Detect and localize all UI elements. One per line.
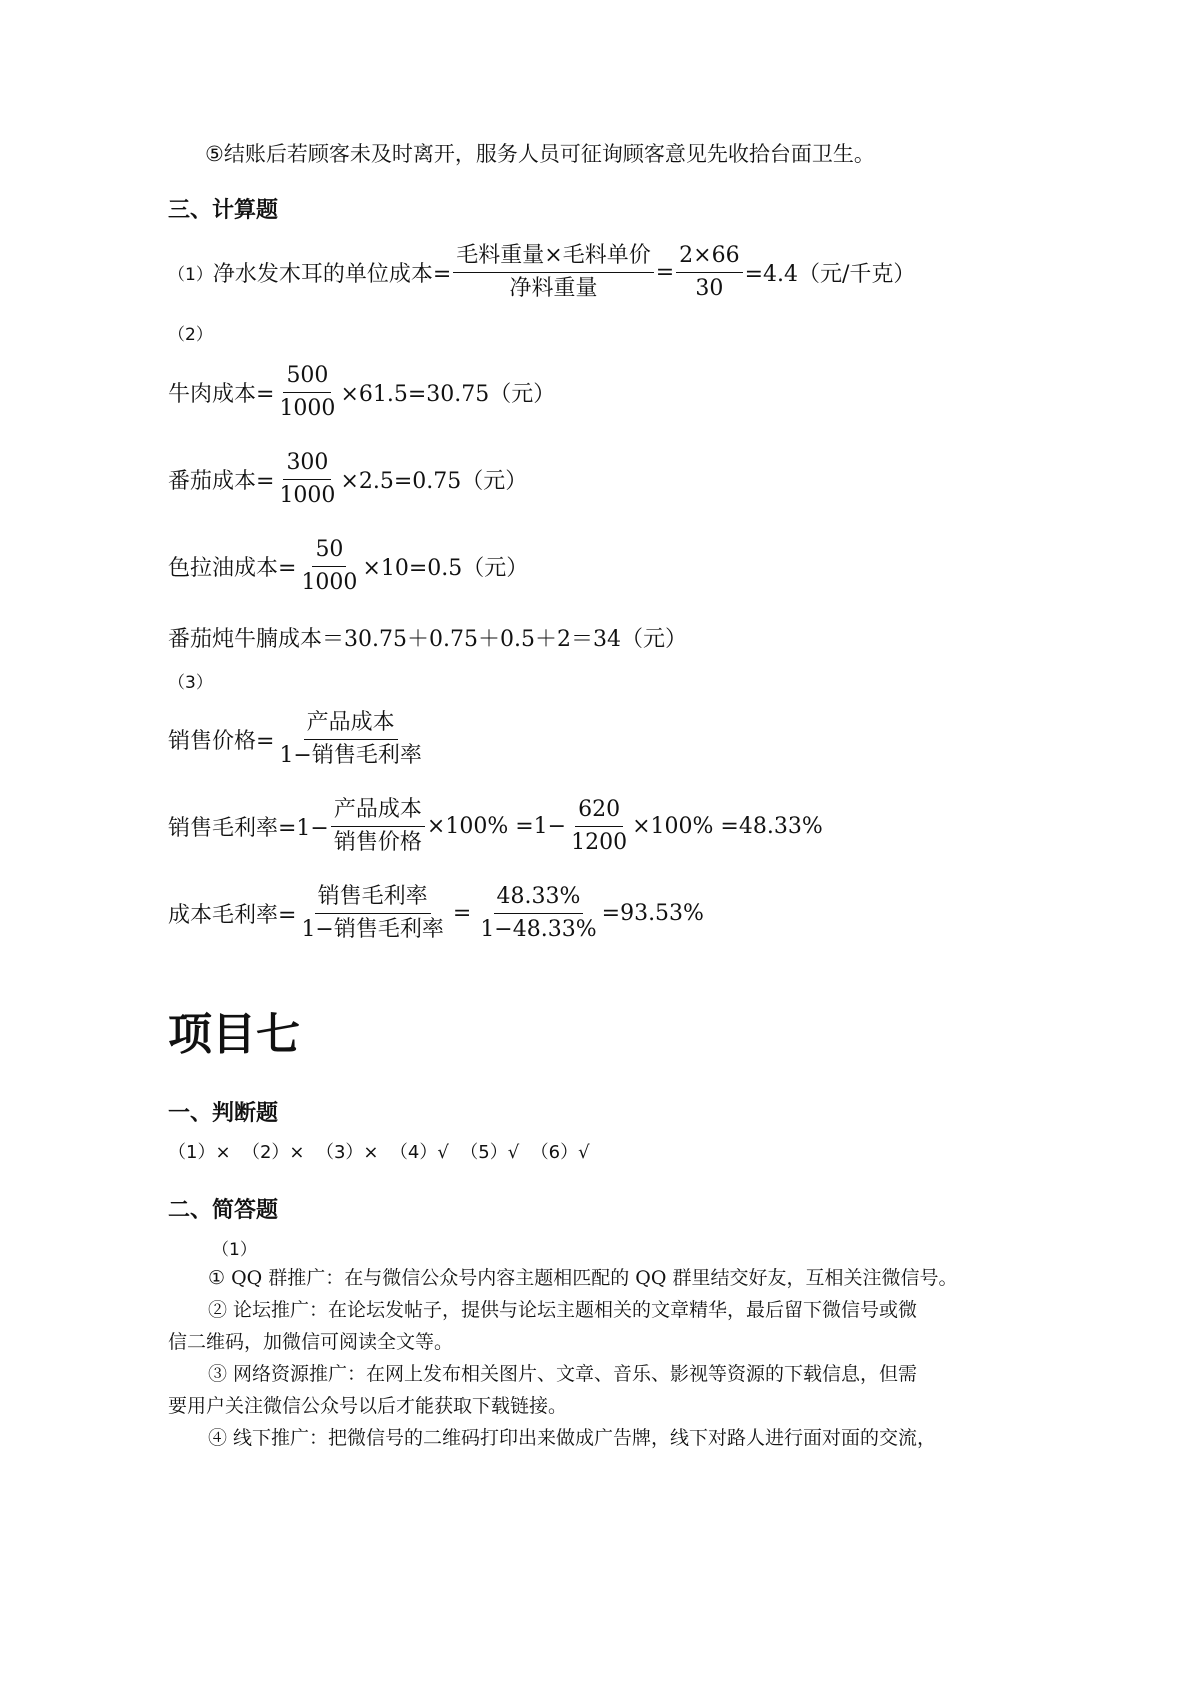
fraction — [568, 796, 630, 856]
equation-result: ×100% =48.33% — [632, 813, 823, 839]
numerator: 50 — [312, 536, 346, 567]
denominator: 1−销售毛利率 — [279, 742, 422, 768]
fraction — [276, 449, 338, 509]
equation-cost-margin — [168, 883, 704, 943]
equation-lhs: 销售价格= — [168, 728, 275, 754]
equation-beef-cost — [168, 362, 555, 422]
numerator: 产品成本 — [304, 709, 398, 740]
denominator: 1000 — [279, 482, 336, 508]
answer-item-5: ⑤结账后若顾客未及时离开，服务人员可征询顾客意见先收拾台面卫生。 — [205, 142, 875, 166]
numerator: 48.33% — [494, 883, 584, 914]
equation-lhs: 牛肉成本= — [168, 381, 275, 407]
section-heading-short-answer: 二、简答题 — [168, 1198, 279, 1223]
denominator: 30 — [695, 275, 724, 301]
equation-tomato-cost — [168, 449, 527, 509]
fraction — [477, 883, 599, 943]
numerator: 2×66 — [676, 242, 742, 273]
equation-result: ×10=0.5（元） — [362, 555, 529, 581]
numerator: 产品成本 — [331, 796, 425, 827]
section-heading-calculation: 三、计算题 — [168, 198, 279, 223]
equation-lhs: 番茄成本= — [168, 468, 275, 494]
judgement-answers: （1）× （2）× （3）× （4）√ （5）√ （6）√ — [168, 1142, 590, 1163]
equation-stew-cost: 番茄炖牛腩成本＝30.75＋0.75＋0.5＋2＝34（元） — [168, 627, 687, 652]
section-heading-judgement: 一、判断题 — [168, 1101, 279, 1126]
equation-sale-price — [168, 709, 427, 769]
question-label-2: （2） — [168, 325, 213, 345]
fraction — [676, 242, 742, 302]
numerator: 620 — [575, 796, 623, 827]
fraction — [298, 883, 446, 943]
denominator: 销售价格 — [333, 829, 422, 855]
equation-middle: = — [452, 900, 472, 926]
answer-point-3-line-2: 要用户关注微信公众号以后才能获取下载链接。 — [168, 1395, 568, 1417]
equation-result: =93.53% — [601, 900, 704, 926]
equation-result: ×2.5=0.75（元） — [340, 468, 528, 494]
equals-sign: = — [655, 259, 675, 285]
equation-middle: ×100% =1− — [426, 813, 567, 839]
equation-result: ×61.5=30.75（元） — [340, 381, 556, 407]
answer-point-1: ① QQ 群推广：在与微信公众号内容主题相匹配的 QQ 群里结交好友，互相关注微信号。 — [208, 1267, 958, 1289]
short-answer-label: （1） — [212, 1240, 257, 1260]
fraction — [331, 796, 425, 856]
denominator: 1−销售毛利率 — [301, 916, 444, 942]
equation-lhs: 净水发木耳的单位成本= — [212, 261, 452, 287]
question-label: （1） — [168, 264, 213, 285]
numerator: 300 — [283, 449, 331, 480]
numerator: 500 — [283, 362, 331, 393]
fraction — [453, 242, 653, 302]
equation-gross-margin — [168, 796, 823, 856]
answer-point-2-line-2: 信二维码，加微信可阅读全文等。 — [168, 1331, 454, 1353]
numerator: 销售毛利率 — [315, 883, 431, 914]
equation-result: =4.4（元/千克） — [744, 261, 916, 287]
denominator: 1200 — [571, 829, 628, 855]
denominator: 1000 — [301, 569, 358, 595]
fraction — [298, 536, 360, 596]
denominator: 1000 — [279, 395, 336, 421]
equation-lhs: 销售毛利率=1− — [168, 815, 329, 841]
question-label-3: （3） — [168, 673, 213, 693]
equation-lhs: 成本毛利率= — [168, 902, 297, 928]
equation-1 — [168, 242, 915, 302]
equation-lhs: 色拉油成本= — [168, 555, 297, 581]
equation-oil-cost — [168, 536, 528, 596]
answer-point-3-line-1: ③ 网络资源推广：在网上发布相关图片、文章、音乐、影视等资源的下载信息，但需 — [208, 1363, 918, 1385]
answer-point-4: ④ 线下推广：把微信号的二维码打印出来做成广告牌，线下对路人进行面对面的交流， — [208, 1427, 937, 1449]
numerator: 毛料重量×毛料单价 — [453, 242, 653, 273]
answer-point-2-line-1: ② 论坛推广：在论坛发帖子，提供与论坛主题相关的文章精华，最后留下微信号或微 — [208, 1299, 918, 1321]
fraction — [276, 709, 424, 769]
project-title: 项目七 — [168, 1009, 300, 1060]
denominator: 净料重量 — [509, 275, 598, 301]
short-answer-body — [168, 1262, 958, 1454]
denominator: 1−48.33% — [480, 916, 597, 942]
fraction — [276, 362, 338, 422]
